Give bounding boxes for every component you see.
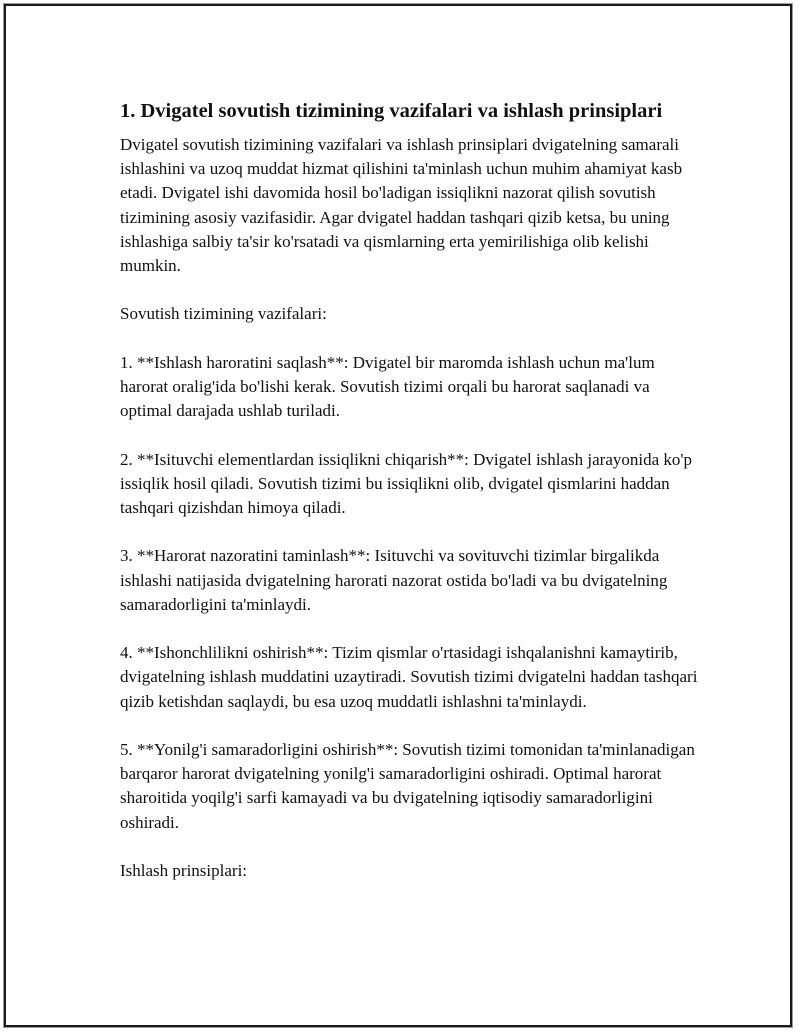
functions-subheading: Sovutish tizimining vazifalari: — [120, 304, 327, 324]
intro-paragraph: Dvigatel sovutish tizimining vazifalari va ishlash prinsiplari dvigatelning samarali ishlashini va uzoq muddat hizmat qilishini ta'minlash uchun muhim ahamiyat kasb etadi. Dvigatel ishi davomida hosil bo'ladigan issiqlikni nazorat qilish sovutish tizimining asosiy vazifasidir. Agar dvigatel haddan tashqari qizib ketsa, bu uning ishlashiga salbiy ta'sir ko'rsatadi va qismlarning erta yemirilishiga olib kelishi mumkin. — [120, 135, 683, 276]
principles-subheading: Ishlash prinsiplari: — [120, 860, 248, 880]
list-item: 3. **Harorat nazoratini taminlash**: Isituvchi va sovituvchi tizimlar birgalikda ishlashi natijasida dvigatelning harorati nazorat ostida bo'ladi va bu dvigatelning samaradorligini ta'minlaydi. — [120, 546, 668, 614]
list-item: 5. **Yonilg'i samaradorligini oshirish**: Sovutish tizimi tomonidan ta'minlanadigan barqaror harorat dvigatelning yonilg'i samaradorligini oshiradi. Optimal harorat sharoitida yoqilg'i sarfi kamayadi va bu dvigatelning iqtisodiy samaradorligini oshiradi. — [120, 739, 695, 832]
document-body — [120, 98, 700, 907]
list-item: 2. **Isituvchi elementlardan issiqlikni chiqarish**: Dvigatel ishlash jarayonida ko'p issiqlik hosil qiladi. Sovutish tizimi bu issiqlikni olib, dvigatel qismlarini haddan tashqari qizishdan himoya qiladi. — [120, 449, 692, 517]
list-item: 1. **Ishlash haroratini saqlash**: Dvigatel bir maromda ishlash uchun ma'lum harorat oralig'ida bo'lishi kerak. Sovutish tizimi orqali bu harorat saqlanadi va optimal darajada ushlab turiladi. — [120, 352, 655, 421]
document-page — [4, 4, 792, 1027]
section-heading: 1. Dvigatel sovutish tizimining vazifalari va ishlash prinsiplari — [120, 100, 663, 122]
list-item: 4. **Ishonchlilikni oshirish**: Tizim qismlar o'rtasidagi ishqalanishni kamaytirib, dvigatelning ishlash muddatini uzaytiradi. Sovutish tizimi dvigatelni haddan tashqari qizib ketishdan saqlaydi, bu esa uzoq muddatli ishlashni ta'minlaydi. — [120, 643, 698, 711]
